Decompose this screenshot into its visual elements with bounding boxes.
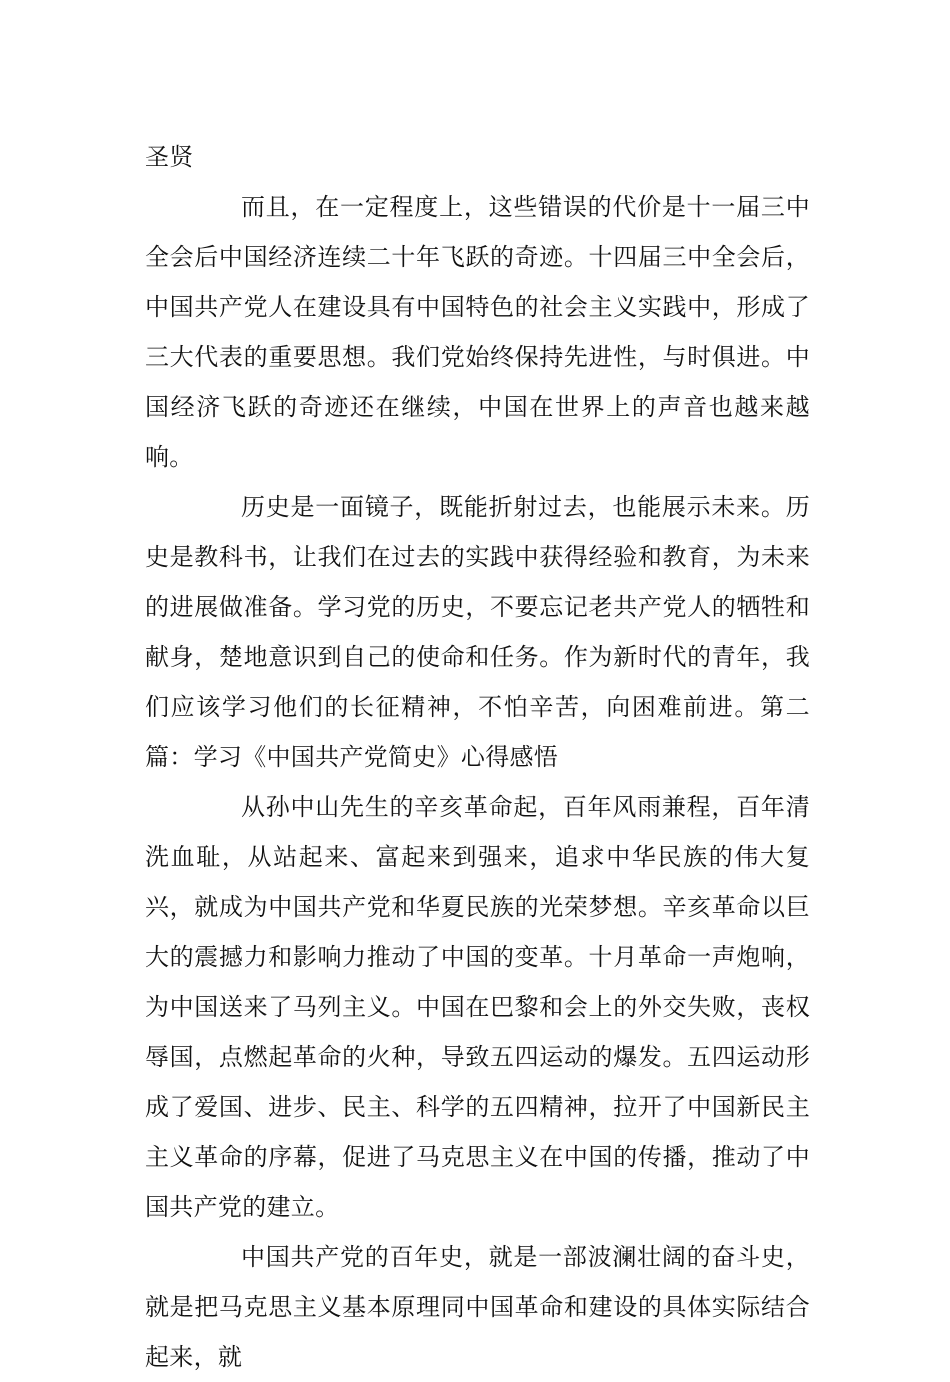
paragraph-continuation: 圣贤: [145, 143, 194, 171]
paragraph: 中国共产党的百年史，就是一部波澜壮阔的奋斗史，就是把马克思主义基本原理同中国革命和建设的具体实际结合起来，就: [145, 1243, 810, 1371]
paragraph: 从孙中山先生的辛亥革命起，百年风雨兼程，百年清洗血耻，从站起来、富起来到强来，追求中华民族的伟大复兴，就成为中国共产党和华夏民族的光荣梦想。辛亥革命以巨大的震撼力和影响力推动了中国的变革。十月革命一声炮响，为中国送来了马列主义。中国在巴黎和会上的外交失败，丧权辱国，点燃起革命的火种，导致五四运动的爆发。五四运动形成了爱国、进步、民主、科学的五四精神，拉开了中国新民主主义革命的序幕，促进了马克思主义在中国的传播，推动了中国共产党的建立。: [145, 793, 810, 1221]
paragraph: 而且，在一定程度上，这些错误的代价是十一届三中全会后中国经济连续二十年飞跃的奇迹。十四届三中全会后，中国共产党人在建设具有中国特色的社会主义实践中，形成了三大代表的重要思想。我们党始终保持先进性，与时俱进。中国经济飞跃的奇迹还在继续，中国在世界上的声音也越来越响。: [145, 193, 810, 471]
document-body: [145, 132, 810, 1382]
paragraph: 历史是一面镜子，既能折射过去，也能展示未来。历史是教科书，让我们在过去的实践中获得经验和教育，为未来的进展做准备。学习党的历史，不要忘记老共产党人的牺牲和献身，楚地意识到自己的使命和任务。作为新时代的青年，我们应该学习他们的长征精神，不怕辛苦，向困难前进。第二篇：学习《中国共产党简史》心得感悟: [145, 493, 810, 771]
